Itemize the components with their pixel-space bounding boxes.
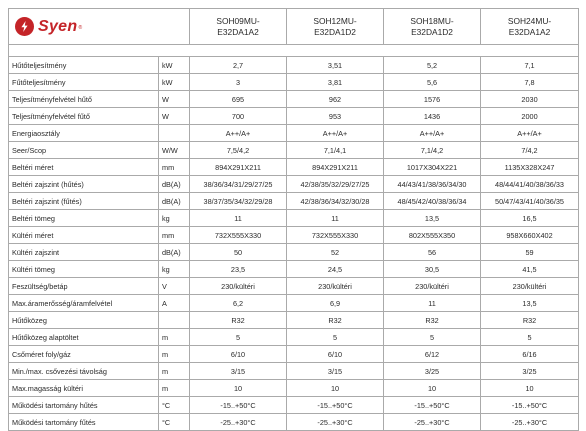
- table-row: [9, 91, 579, 108]
- model-line1: SOH12MU-: [313, 15, 357, 26]
- spec-value: -15..+50°C: [384, 397, 481, 414]
- spec-value: 5: [481, 329, 579, 346]
- spec-table: [8, 8, 579, 431]
- spec-unit: m: [159, 346, 190, 363]
- table-row: [9, 414, 579, 431]
- spec-value: 48/44/41/40/38/36/33: [481, 176, 579, 193]
- spec-value: 3,81: [287, 74, 384, 91]
- spec-value: 11: [190, 210, 287, 227]
- spec-value: 16,5: [481, 210, 579, 227]
- spec-value: 2030: [481, 91, 579, 108]
- table-row: [9, 159, 579, 176]
- spec-value: 894X291X211: [190, 159, 287, 176]
- spec-value: 958X660X402: [481, 227, 579, 244]
- spec-value: 5: [190, 329, 287, 346]
- brand-name: Syen: [38, 18, 78, 35]
- spec-value: 802X555X350: [384, 227, 481, 244]
- spec-label: Működési tartomány hűtés: [9, 397, 159, 414]
- table-row: [9, 125, 579, 142]
- spec-table-body: [9, 9, 579, 431]
- spec-value: 5,6: [384, 74, 481, 91]
- spec-value: 44/43/41/38/36/34/30: [384, 176, 481, 193]
- model-header: [481, 9, 579, 45]
- spec-value: 6/10: [287, 346, 384, 363]
- spec-value: 10: [190, 380, 287, 397]
- spec-value: -25..+30°C: [190, 414, 287, 431]
- table-row: [9, 193, 579, 210]
- spec-unit: m: [159, 380, 190, 397]
- spec-value: 3/15: [190, 363, 287, 380]
- table-row: [9, 397, 579, 414]
- spec-value: R32: [384, 312, 481, 329]
- spec-value: 700: [190, 108, 287, 125]
- spec-value: 38/36/34/31/29/27/25: [190, 176, 287, 193]
- spec-value: R32: [190, 312, 287, 329]
- spec-value: 230/kültéri: [384, 278, 481, 295]
- model-line1: SOH24MU-: [507, 15, 552, 26]
- table-row: [9, 295, 579, 312]
- spec-value: 5: [287, 329, 384, 346]
- spec-value: 50/47/43/41/40/36/35: [481, 193, 579, 210]
- spec-unit: mm: [159, 227, 190, 244]
- spec-value: 695: [190, 91, 287, 108]
- header-row: [9, 9, 579, 45]
- spec-value: 953: [287, 108, 384, 125]
- spec-label: Teljesítményfelvétel hűtő: [9, 91, 159, 108]
- spec-value: 5,2: [384, 57, 481, 74]
- spec-value: 962: [287, 91, 384, 108]
- spec-label: Hűtőközeg alaptöltet: [9, 329, 159, 346]
- spec-unit: W: [159, 91, 190, 108]
- table-row: [9, 108, 579, 125]
- spec-unit: mm: [159, 159, 190, 176]
- spec-value: -15..+50°C: [287, 397, 384, 414]
- brand-cell: [9, 9, 190, 45]
- spec-value: 6/10: [190, 346, 287, 363]
- spec-value: 42/38/35/32/29/27/25: [287, 176, 384, 193]
- spec-label: Kültéri tömeg: [9, 261, 159, 278]
- spec-value: 230/kültéri: [481, 278, 579, 295]
- spec-value: 7,1: [481, 57, 579, 74]
- spec-value: 2,7: [190, 57, 287, 74]
- spec-label: Beltéri zajszint (hűtés): [9, 176, 159, 193]
- spec-value: R32: [481, 312, 579, 329]
- table-row: [9, 261, 579, 278]
- spec-value: A++/A+: [287, 125, 384, 142]
- spec-unit: kW: [159, 74, 190, 91]
- spec-value: 1436: [384, 108, 481, 125]
- spec-value: 10: [287, 380, 384, 397]
- spec-unit: m: [159, 363, 190, 380]
- spec-value: 7,1/4,2: [384, 142, 481, 159]
- spec-label: Beltéri tömeg: [9, 210, 159, 227]
- spec-value: 30,5: [384, 261, 481, 278]
- spec-label: Hűtőteljesítmény: [9, 57, 159, 74]
- spec-value: 6,9: [287, 295, 384, 312]
- spec-unit: °C: [159, 414, 190, 431]
- spec-unit: dB(A): [159, 193, 190, 210]
- spec-value: 5: [384, 329, 481, 346]
- spec-label: Seer/Scop: [9, 142, 159, 159]
- spec-value: 13,5: [481, 295, 579, 312]
- model-line2: E32DA1D2: [314, 26, 356, 37]
- spec-label: Feszültség/betáp: [9, 278, 159, 295]
- spec-value: 11: [384, 295, 481, 312]
- spec-value: A++/A+: [384, 125, 481, 142]
- spec-value: 230/kültéri: [190, 278, 287, 295]
- spec-unit: kg: [159, 210, 190, 227]
- spec-label: Kültéri méret: [9, 227, 159, 244]
- spacer-row: [9, 45, 579, 57]
- spec-unit: m: [159, 329, 190, 346]
- spec-value: -25..+30°C: [287, 414, 384, 431]
- spec-value: 3/25: [384, 363, 481, 380]
- spec-label: Beltéri zajszint (fűtés): [9, 193, 159, 210]
- spec-value: 24,5: [287, 261, 384, 278]
- spec-unit: dB(A): [159, 176, 190, 193]
- spec-value: A++/A+: [481, 125, 579, 142]
- spec-value: 894X291X211: [287, 159, 384, 176]
- spec-value: 38/37/35/34/32/29/28: [190, 193, 287, 210]
- table-row: [9, 227, 579, 244]
- spec-value: 52: [287, 244, 384, 261]
- model-line2: E32DA1A2: [217, 26, 259, 37]
- spec-value: -15..+50°C: [481, 397, 579, 414]
- spec-value: -25..+30°C: [481, 414, 579, 431]
- spec-value: 6,2: [190, 295, 287, 312]
- table-row: [9, 57, 579, 74]
- model-header: [190, 9, 287, 45]
- spec-label: Csőméret foly/gáz: [9, 346, 159, 363]
- table-row: [9, 278, 579, 295]
- model-header: [384, 9, 481, 45]
- spec-value: 7,8: [481, 74, 579, 91]
- table-row: [9, 244, 579, 261]
- spec-value: 41,5: [481, 261, 579, 278]
- spec-value: 10: [481, 380, 579, 397]
- spec-unit: [159, 125, 190, 142]
- spec-value: 3/25: [481, 363, 579, 380]
- spec-value: 7,1/4,1: [287, 142, 384, 159]
- model-line2: E32DA1D2: [411, 26, 453, 37]
- spec-value: 1135X328X247: [481, 159, 579, 176]
- spec-value: 11: [287, 210, 384, 227]
- model-line2: E32DA1A2: [508, 26, 551, 37]
- table-row: [9, 329, 579, 346]
- model-header: [287, 9, 384, 45]
- spec-value: 7,5/4,2: [190, 142, 287, 159]
- brand-logo: [11, 17, 187, 36]
- spec-unit: A: [159, 295, 190, 312]
- spec-unit: °C: [159, 397, 190, 414]
- spec-value: 50: [190, 244, 287, 261]
- spec-value: A++/A+: [190, 125, 287, 142]
- spec-value: 56: [384, 244, 481, 261]
- registered-mark: ®: [78, 25, 83, 31]
- spec-label: Max.magasság kültéri: [9, 380, 159, 397]
- spec-value: 6/12: [384, 346, 481, 363]
- model-line1: SOH18MU-: [410, 15, 454, 26]
- spec-value: 732X555X330: [287, 227, 384, 244]
- spec-value: R32: [287, 312, 384, 329]
- spec-label: Fűtőteljesítmény: [9, 74, 159, 91]
- spec-label: Max.áramerősség/áramfelvétel: [9, 295, 159, 312]
- spec-value: 732X555X330: [190, 227, 287, 244]
- spec-label: Teljesítményfelvétel fűtő: [9, 108, 159, 125]
- table-row: [9, 142, 579, 159]
- spec-unit: dB(A): [159, 244, 190, 261]
- syen-logo-icon: [15, 17, 34, 36]
- spec-value: 230/kültéri: [287, 278, 384, 295]
- spec-value: 48/45/42/40/38/36/34: [384, 193, 481, 210]
- table-row: [9, 74, 579, 91]
- spacer-cell: [9, 45, 579, 57]
- spec-value: 3,51: [287, 57, 384, 74]
- spec-label: Beltéri méret: [9, 159, 159, 176]
- spec-unit: kW: [159, 57, 190, 74]
- spec-value: 2000: [481, 108, 579, 125]
- spec-unit: [159, 312, 190, 329]
- spec-value: -15..+50°C: [190, 397, 287, 414]
- model-line1: SOH09MU-: [216, 15, 260, 26]
- spec-unit: W: [159, 108, 190, 125]
- table-row: [9, 210, 579, 227]
- table-row: [9, 312, 579, 329]
- spec-value: 1576: [384, 91, 481, 108]
- spec-value: 59: [481, 244, 579, 261]
- spec-value: 13,5: [384, 210, 481, 227]
- spec-value: 10: [384, 380, 481, 397]
- table-row: [9, 363, 579, 380]
- spec-value: 42/38/36/34/32/30/28: [287, 193, 384, 210]
- spec-label: Min./max. csővezési távolság: [9, 363, 159, 380]
- spec-unit: kg: [159, 261, 190, 278]
- spec-value: 3/15: [287, 363, 384, 380]
- spec-value: 7/4,2: [481, 142, 579, 159]
- spec-unit: V: [159, 278, 190, 295]
- spec-unit: W/W: [159, 142, 190, 159]
- table-row: [9, 346, 579, 363]
- spec-value: 3: [190, 74, 287, 91]
- table-row: [9, 380, 579, 397]
- table-row: [9, 176, 579, 193]
- spec-value: -25..+30°C: [384, 414, 481, 431]
- spec-value: 1017X304X221: [384, 159, 481, 176]
- spec-value: 23,5: [190, 261, 287, 278]
- spec-label: Kültéri zajszint: [9, 244, 159, 261]
- spec-label: Hűtőközeg: [9, 312, 159, 329]
- spec-label: Működési tartomány fűtés: [9, 414, 159, 431]
- spec-value: 6/16: [481, 346, 579, 363]
- spec-label: Energiaosztály: [9, 125, 159, 142]
